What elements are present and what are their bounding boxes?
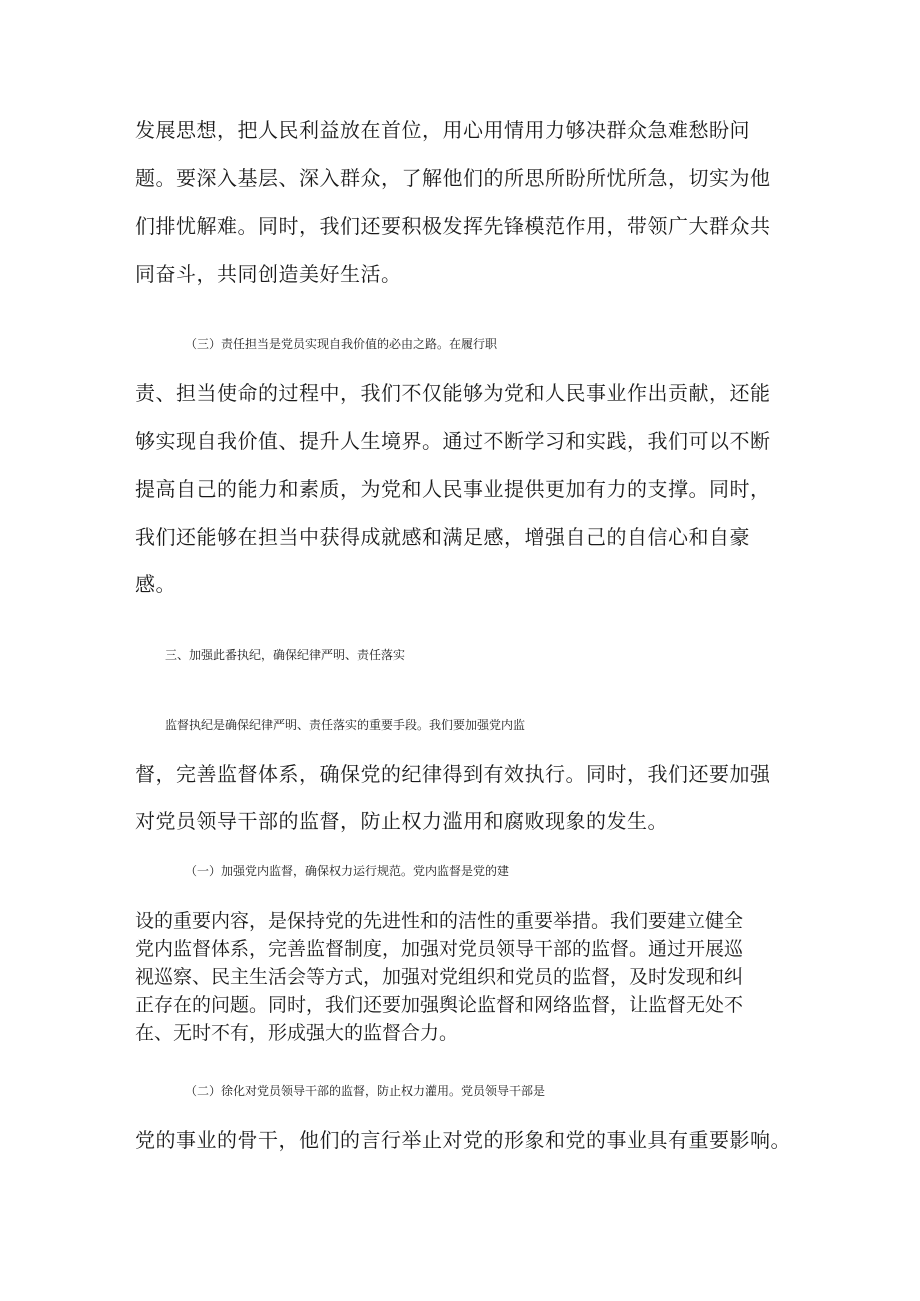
paragraph-line: 提高自己的能力和素质，为党和人民事业提供更加有力的支撑。同时，: [135, 477, 771, 501]
paragraph-line: 们排忧解难。同时，我们还要积极发挥先锋模范作用，带领广大群众共: [135, 214, 771, 238]
subsection-heading: （一）加强党内监督，确保权力运行规范。党内监督是党的建: [185, 864, 510, 878]
paragraph-line: 对党员领导干部的监督，防止权力滥用和腐败现象的发生。: [135, 809, 668, 833]
paragraph-line: 在、无时不有，形成强大的监督合力。: [135, 1022, 459, 1044]
subsection-heading: （二）徐化对党员领导干部的监督，防止权力灌用。党员领导干部是: [185, 1084, 546, 1098]
paragraph-line: 感。: [135, 572, 176, 596]
paragraph-line: 够实现自我价值、提升人生境界。通过不断学习和实践，我们可以不断: [135, 429, 771, 453]
paragraph-line: 监督执纪是确保纪律严明、责任落实的重要手段。我们要加强党内监: [165, 718, 526, 732]
paragraph-line: 督，完善监督体系，确保党的纪律得到有效执行。同时，我们还要加强: [135, 762, 771, 786]
subsection-heading: （三）责任担当是党员实现自我价值的必由之路。在履行职: [185, 337, 498, 351]
section-heading: 三、加强此番执纪，确保纪律严明、责任落实: [165, 648, 406, 662]
paragraph-line: 视巡察、民主生活会等方式，加强对党组织和党员的监督，及时发现和纠: [135, 966, 744, 988]
paragraph-line: 发展思想，把人民利益放在首位，用心用情用力够决群众急难愁盼问: [135, 118, 750, 142]
paragraph-line: 责、担当使命的过程中，我们不仅能够为党和人民事业作出贡献，还能: [135, 381, 771, 405]
paragraph-line: 题。要深入基层、深入群众，了解他们的所思所盼所忧所急，切实为他: [135, 166, 771, 190]
paragraph-line: 正存在的问题。同时，我们还要加强舆论监督和网络监督，让监督无处不: [135, 994, 744, 1016]
paragraph-line: 我们还能够在担当中获得成就感和满足感，增强自己的自信心和自豪: [135, 525, 750, 549]
paragraph-line: 同奋斗，共同创造美好生活。: [135, 262, 402, 286]
paragraph-line: 党的事业的骨干，他们的言行举止对党的形象和党的事业具有重要影响。: [135, 1128, 791, 1152]
paragraph-line: 党内监督体系，完善监督制度，加强对党员领导干部的监督。通过开展巡: [135, 938, 744, 960]
paragraph-line: 设的重要内容，是保持党的先进性和的洁性的重要举措。我们要建立健全: [135, 910, 744, 932]
